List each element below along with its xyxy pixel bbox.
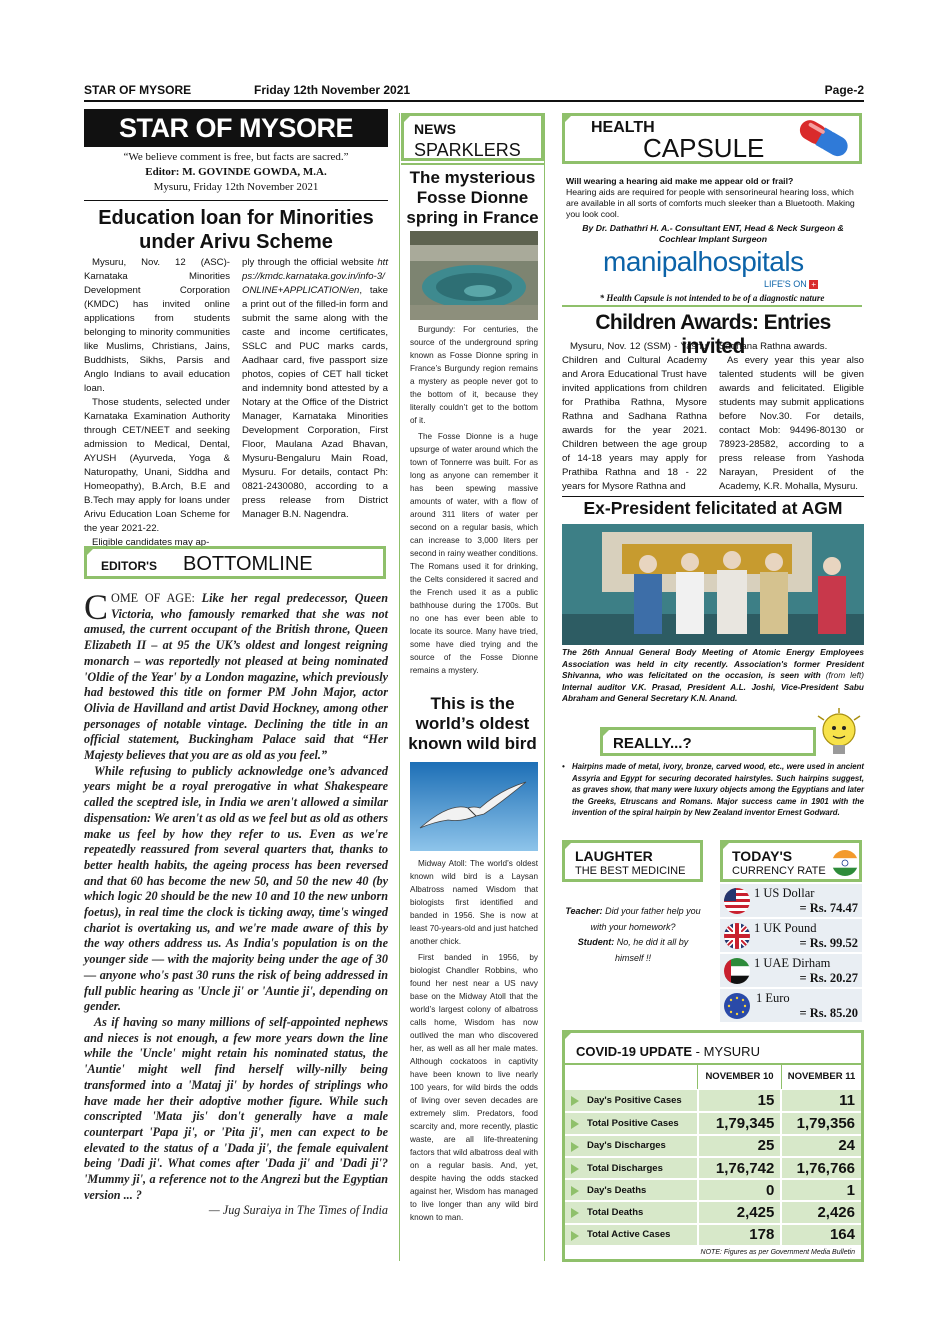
currency-name: 1 UK Pound [754, 921, 817, 935]
uae-flag-icon [723, 957, 751, 985]
covid-row-label-text: Total Discharges [587, 1162, 663, 1174]
corner-decoration [562, 113, 574, 125]
covid-value-nov10: 178 [698, 1224, 782, 1246]
news-label-box [401, 113, 544, 161]
laughter-label-small: THE BEST MEDICINE [575, 865, 686, 877]
bullet-icon: • [562, 762, 565, 771]
covid-value-nov10: 15 [698, 1090, 782, 1112]
covid-title-rest: - MYSURU [692, 1044, 760, 1059]
bird-story [410, 857, 538, 1224]
really-text-block [562, 761, 864, 819]
triangle-bullet-icon [571, 1142, 579, 1152]
corner-decoration [720, 840, 732, 852]
red-cross-icon: + [809, 280, 818, 289]
news-para: The Fosse Dionne is a huge upsurge of water around which the town of Tonnerre was built. For as long as anyone can remember it has been spewing massive amounts of water, with a flow of around 311 liters of water per second on a regular basis, which can increase to 3,000 liters per second in rainy weather conditions. The Romans used it for drinking, the Celts considered it sacred and the French used it as a public bathhouse during the 1700s. But no one has ever been able to locate its source. Many have tried, some have died trying and the source of the Fosse Dionne remains a mystery. [410, 432, 538, 675]
children-para: As every year this year also talented students will be given awards and felicitated. Eligible students may submit applications before Nov.30. For details, contact Mob: 94496-80130 or 78923-28582, according to a press release from Yashoda Narayan, President of the Academy, K.R. Mohalla, Mysuru. [719, 355, 864, 492]
covid-col-a-header: NOVEMBER 10 [697, 1065, 781, 1089]
agm-caption-text-2: Internal auditor V.K. Prasad, President A.L. Joshi, Vice-President Sabu Abraham and General Secretary K.N. Anand. [562, 681, 864, 703]
health-author: By Dr. Dathathri H. A.- Consultant ENT, Head & Neck Surgeon & Cochlear Implant Surgeon [582, 223, 844, 244]
really-label: REALLY...? [613, 735, 692, 752]
currency-name: 1 UAE Dirham [754, 956, 831, 970]
covid-title [576, 1044, 760, 1059]
paper-name: STAR OF MYSORE [84, 83, 192, 97]
currency-value: = Rs. 99.52 [799, 936, 858, 950]
corner-decoration [401, 113, 413, 125]
education-para: Mysuru, Nov. 12 (ASC)- Karnataka Minorities Development Corporation (KMDC) has invited online applications from students belonging to minority communities like Muslims, Christians, Jains, Buddhists, Sikhs, Parsis and Anglo Indians to avail education loan. [84, 257, 230, 394]
agm-caption-text: The 26th Annual General Body Meeting of Atomic Energy Employees Association was held in city recently. Association's former President Shivanna, who was felicitated on the occasion, is seen with [562, 647, 864, 680]
education-para: ply through the official website [242, 257, 378, 268]
teacher-tag: Teacher: [565, 906, 603, 916]
children-col-2 [719, 340, 864, 494]
covid-row [565, 1090, 861, 1112]
currency-value: = Rs. 74.47 [799, 901, 858, 915]
issue-date: Friday 12th November 2021 [254, 83, 411, 97]
editorial-label-box [84, 546, 386, 579]
column-rule [544, 113, 545, 1261]
laughter-label-box [562, 840, 703, 882]
page-number: Page-2 [824, 83, 864, 97]
education-para: , take a print out of the filled-in form and submit the same along with the caste and income certificates, SSLC and PUC marks cards, Aadhaar card, five passport size photos, copies of CET hall ticket and indemnity bond attested by a Notary at the Office of the District Manager, Karnataka Minorities Development Corporation, First Floor, Maulana Azad Bhavan, Mysuru-Bengaluru Main Road, Mysuru. For details, contact Ph: 0821-2430080, according to a press release from District Manager B.N. Nagendra. [242, 285, 388, 520]
agm-photo [562, 524, 864, 645]
eu-flag-icon [723, 992, 751, 1020]
education-col-1 [84, 256, 230, 550]
masthead [84, 150, 388, 195]
news-para: Midway Atoll: The world’s oldest known wild bird is a Laysan Albatross named Wisdom that biologists first identified and banded in 1956. She is now at least 70-years-old and just hatched another chick. [410, 859, 538, 946]
health-qa [566, 176, 860, 245]
covid-value-nov11: 11 [781, 1090, 861, 1112]
masthead-dateline: Mysuru, Friday 12th November 2021 [153, 181, 319, 193]
covid-row-label [565, 1201, 698, 1223]
covid-value-nov10: 0 [698, 1179, 782, 1201]
masthead-motto: “We believe comment is free, but facts are sacred.” [123, 151, 349, 163]
covid-table [565, 1090, 861, 1247]
health-label-big: CAPSULE [643, 133, 765, 163]
masthead-title: STAR OF MYSORE [84, 109, 388, 147]
corner-decoration [600, 727, 612, 739]
children-headline: Children Awards: Entries invited [595, 311, 831, 358]
laughter-joke [564, 904, 702, 966]
masthead-editor: Editor: M. GOVINDE GOWDA, M.A. [145, 166, 327, 178]
pill-capsule-icon [789, 117, 861, 163]
teacher-line: Did your father help you with your homework? [590, 906, 701, 932]
editorial-para: Like her regal predecessor, Queen Victoria, who famously remarked that she was not amused, the current occupant of the British throne, Queen Elizabeth II – at 95 the UK’s oldest and longest reigning monarch – was reportedly not pleased at being nominated 'Oldie of the Year' by a London magazine, which previously had bestowed this title on former PM John Major, actor Olivia de Havilland and artist David Hockney, among other personages of notable vintage. Declining the title in an official statement, Buckingham Palace said that “Her Majesty believes that you are as old as you feel.” [84, 591, 388, 763]
triangle-bullet-icon [571, 1208, 579, 1218]
divider [562, 496, 864, 497]
health-label-small: HEALTH [591, 119, 655, 136]
covid-value-nov11: 24 [781, 1135, 861, 1157]
covid-box [562, 1030, 864, 1262]
corner-decoration [562, 1030, 574, 1042]
corner-decoration [84, 546, 96, 558]
covid-row-label [565, 1179, 698, 1201]
lightbulb-icon [814, 708, 864, 760]
really-text: Hairpins made of metal, ivory, bronze, carved wood, etc., were used in ancient Assyria and Egypt for securing decorated hairstyles. Such hairpins suggest, as graves show, that many were luxury objects among the Egyptians and later the Greeks, Etruscans and Romans. Major success came in 1901 with the invention of the spiral hairpin by New Zealand inventor Ernest Godward. [572, 762, 864, 817]
currency-label-box [720, 840, 862, 882]
editorial-credit: — Jug Suraiya in The Times of India [208, 1203, 388, 1218]
triangle-bullet-icon [571, 1231, 579, 1241]
covid-value-nov11: 1,79,356 [781, 1112, 861, 1134]
covid-value-nov11: 2,426 [781, 1201, 861, 1223]
divider [562, 305, 862, 307]
covid-row [565, 1224, 861, 1246]
covid-row [565, 1201, 861, 1223]
covid-value-nov10: 25 [698, 1135, 782, 1157]
bird-headline: This is the world’s oldest known wild bird [408, 694, 537, 753]
student-line: No, he did it all by himself !! [614, 937, 689, 963]
covid-col-b-header: NOVEMBER 11 [781, 1065, 861, 1089]
fosse-dionne-photo [410, 231, 538, 320]
covid-row-label [565, 1090, 698, 1112]
kmdc-link[interactable]: https://kmdc.karnataka.gov.in/info-3/ONLINE+APPLICATION/en [242, 257, 388, 296]
albatross-photo [410, 762, 538, 851]
agm-caption-paren: (from left) [825, 670, 864, 680]
laughter-label-big: LAUGHTER [575, 848, 653, 864]
currency-name: 1 US Dollar [754, 886, 815, 900]
currency-value: = Rs. 85.20 [799, 1006, 858, 1020]
covid-row [565, 1157, 861, 1179]
covid-row-label-text: Total Deaths [587, 1207, 644, 1219]
children-para: Mysuru, Nov. 12 (SSM) - Yashu Children and Cultural Academy and Arora Educational Trust have invited applications from children for Prathiba Rathna, Mysore Rathna and Sadhana Rathna awards for the year 2021. Children between the age group of 14-18 years may apply for Prathiba Rathna and 18 - 22 years for Mysore Rathna and [562, 341, 707, 492]
education-col-2 [242, 256, 388, 522]
currency-row [720, 919, 862, 952]
uk-flag-icon [723, 922, 751, 950]
manipal-logo: manipalhospitals [603, 246, 804, 277]
education-para: Eligible candidates may ap- [92, 537, 210, 548]
currency-row [720, 989, 862, 1022]
divider [84, 200, 388, 201]
covid-row-label-text: Day's Discharges [587, 1140, 666, 1152]
page-header [84, 80, 864, 102]
triangle-bullet-icon [571, 1096, 579, 1106]
health-question: Will wearing a hearing aid make me appear old or frail? [566, 176, 794, 186]
news-label-big: SPARKLERS [414, 140, 521, 160]
triangle-bullet-icon [571, 1164, 579, 1174]
currency-row [720, 954, 862, 987]
health-note: * Health Capsule is not intended to be of a diagnostic nature [599, 293, 825, 303]
covid-value-nov10: 1,76,742 [698, 1157, 782, 1179]
currency-row [720, 884, 862, 917]
covid-row-label [565, 1157, 698, 1179]
triangle-bullet-icon [571, 1186, 579, 1196]
health-answer: Hearing aids are required for people with sensorineural hearing loss, which are available in all sorts of comforts much sleeker than a Bluetooth. Making you look cool. [566, 187, 855, 219]
covid-note: NOTE: Figures as per Government Media Bulletin [700, 1249, 855, 1256]
news-para: Burgundy: For centuries, the source of the underground spring known as Fosse Dionne spring in France’s Burgundy region remains a mystery as people never got to the bottom of it, because they literally couldn’t get to the bottom of it. [410, 325, 538, 425]
currency-label-big: TODAY'S [732, 848, 793, 864]
currency-label-small: CURRENCY RATE [732, 865, 826, 877]
covid-value-nov11: 1,76,766 [781, 1157, 861, 1179]
covid-value-nov10: 2,425 [698, 1201, 782, 1223]
us-flag-icon [723, 887, 751, 915]
covid-value-nov11: 1 [781, 1179, 861, 1201]
fosse-story [410, 323, 538, 677]
covid-row-label-text: Day's Positive Cases [587, 1095, 682, 1107]
editorial-lead: OME OF AGE: [111, 591, 195, 605]
covid-title-bold: COVID-19 UPDATE [576, 1044, 693, 1059]
editorial-label-small: EDITOR'S [101, 559, 157, 573]
editorial-para: As if having so many millions of self-appointed nephews and nieces is not enough, a few more years down the line while the 'Uncle' might retain his nominated status, the 'Auntie' might well find herself willy-nilly being transformed into a 'Mataj ji' by hordes of striplings who have made her their adoptive mother figure. While such conscripted 'Mata jis' don't generally have a male counterpart 'Papa ji', or 'Pita ji', men can expect to be elevated to the status of a 'Dada ji', the female equivalent being 'Dadi ji'. What comes after 'Dada ji' and 'Dadi ji'? 'Mummy ji', a reference not to the Angrezi but the Egyptian version ... ? [84, 1014, 388, 1202]
currency-list [720, 884, 862, 1024]
education-para: Those students, selected under Karnataka Examination Authority through CET/NEET and seeking admission to Medical, Dental, AYUSH (Ayurveda, Yoga & Naturopathy, Unani, Siddha and Homeopathy), B.Arch, B.E and B.Tech may apply for loans under Arivu Education Loan Scheme for the year 2021-22. [84, 397, 230, 534]
covid-row-label-text: Total Active Cases [587, 1229, 671, 1241]
divider [401, 163, 544, 165]
covid-value-nov10: 1,79,345 [698, 1112, 782, 1134]
news-para: First banded in 1956, by biologist Chandler Robbins, who found her nest near a US navy base on the Midway Atoll that the world’s largest colony of albatross calls home, Wisdom has now outlived the man who discovered her, as well as all her male mates. Although cockatoos in captivity have been known to live nearly 100 years, for wild birds the odds of living over seven decades are extremely slim. Predators, food scarcity and, more recently, plastic waste, are all life-threatening factors that wild albatross deal with on a regular basis. And, yet, despite having the odds stacked against her, Wisdom has managed to live longer than any wild bird known to man. [410, 953, 538, 1222]
health-label-box [562, 113, 862, 164]
agm-caption [562, 647, 864, 705]
covid-row-label [565, 1224, 698, 1246]
expresident-headline: Ex-President felicitated at AGM [583, 498, 843, 518]
currency-value: = Rs. 20.27 [799, 971, 858, 985]
student-tag: Student: [577, 937, 615, 947]
fosse-headline: The mysterious Fosse Dionne spring in France [406, 168, 539, 227]
covid-row [565, 1135, 861, 1157]
manipal-tagline-text: LIFE'S ON [764, 279, 807, 289]
covid-value-nov11: 164 [781, 1224, 861, 1246]
children-para: Sadhana Rathna awards. [719, 341, 828, 352]
editorial-para: While refusing to publicly acknowledge one’s advanced years might be a royal prerogative in what Shakespeare called the sceptred isle, in India we aren't allowed a similar dispensation: We aren't as old as we feel but as old as others make us feel by how they refer to us. Even as we're repeatedly reassured from several quarters that, thanks to better health habits, the ageing process has been reversed and that 60 has become the new 50, and 50 the new 40 (by which logic 20 should be the new 10 and 10 the new unborn foetus), in real time the clock is ticking away, time's winged chariot is overtaking us, and we're made aware of this by the way others address us. As India's population is on the younger side — with the majority being under the age of 30 — anyone who's past 30 runs the risk of being addressed in full public hearing as 'Uncle ji' or 'Auntie ji', depending on gender. [84, 763, 388, 1014]
corner-decoration [562, 840, 574, 852]
covid-row-label-text: Total Positive Cases [587, 1117, 679, 1129]
editorial-body [84, 587, 388, 1219]
really-label-box [600, 727, 816, 756]
covid-row-label-text: Day's Deaths [587, 1184, 647, 1196]
education-headline: Education loan for Minorities under Arivu Scheme [98, 207, 374, 253]
covid-row-label [565, 1112, 698, 1134]
editorial-label-big: BOTTOMLINE [183, 553, 313, 575]
manipal-tagline [764, 279, 818, 289]
covid-row [565, 1179, 861, 1201]
children-col-1 [562, 340, 707, 494]
news-label-small: NEWS [414, 121, 456, 137]
triangle-bullet-icon [571, 1119, 579, 1129]
india-flag-icon [831, 849, 859, 877]
dropcap: C [84, 587, 109, 627]
covid-row-label [565, 1135, 698, 1157]
covid-row [565, 1112, 861, 1134]
currency-name: 1 Euro [756, 991, 790, 1005]
column-rule [399, 113, 400, 1261]
